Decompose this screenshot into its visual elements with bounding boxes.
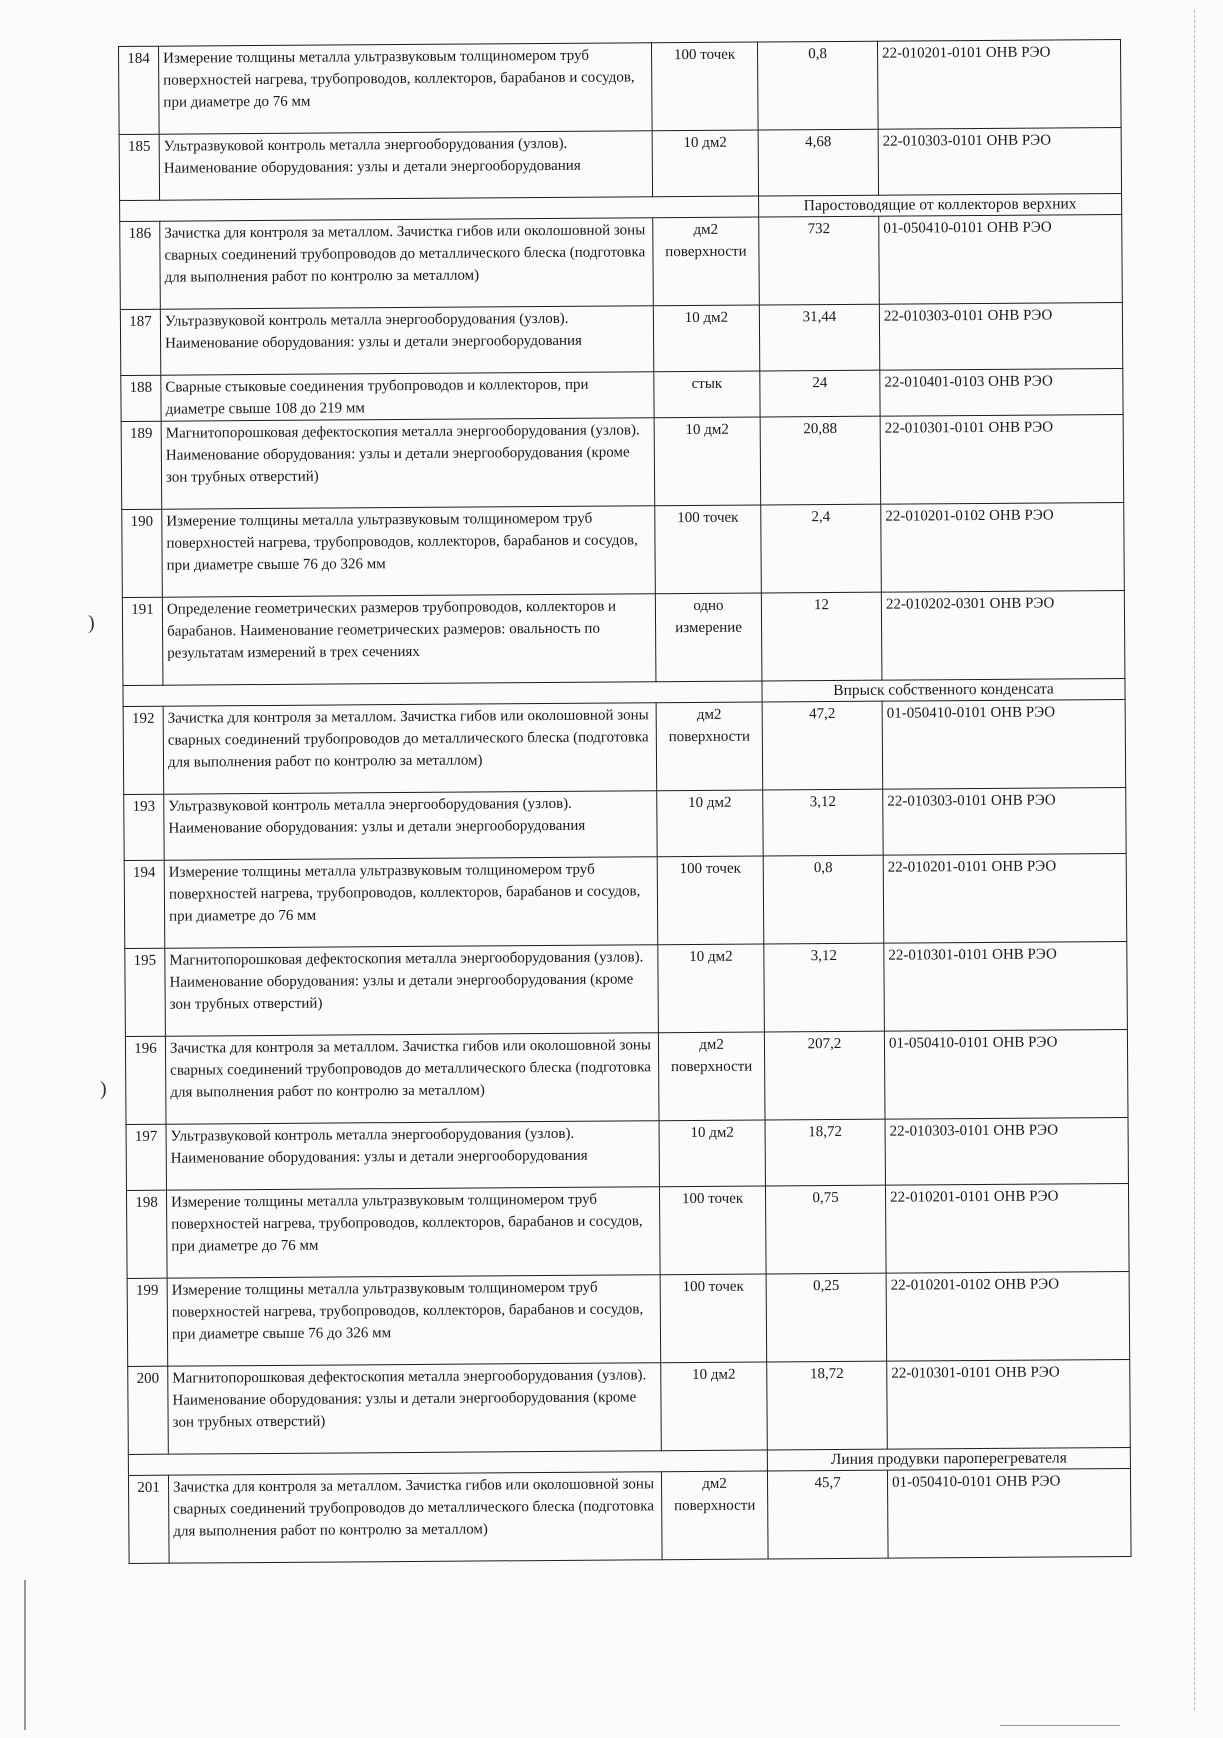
row-number: 200 [128, 1366, 169, 1454]
row-number: 193 [124, 794, 164, 860]
norm-code: 22-010303-0101 ОНВ РЭО [879, 302, 1122, 370]
table-row [122, 502, 1125, 597]
work-description: Зачистка для контроля за металлом. Зачистка гибов или околошовной зоны сварных соединений трубопроводов до металлического блеска (подготовка для выполнения работ по контролю за металлом) [168, 1472, 662, 1563]
row-number: 185 [119, 134, 159, 200]
quantity: 0,75 [765, 1185, 886, 1274]
section-title: Паростоводящие от коллекторов верхних [759, 193, 1122, 217]
scan-artifact: ) [88, 612, 95, 634]
norm-code: 22-010301-0101 ОНВ РЭО [884, 941, 1128, 1031]
table-row [119, 127, 1121, 200]
row-number: 191 [122, 597, 163, 685]
row-number: 190 [122, 509, 163, 597]
table-row [128, 1359, 1131, 1454]
work-description: Определение геометрических размеров трубопроводов, коллекторов и барабанов. Наименование геометрических размеров: овальность по результатам измерений в трех сечениях [162, 594, 656, 685]
work-description: Магнитопорошковая дефектоскопия металла энергооборудования (узлов). Наименование оборудования: узлы и детали энергооборудования (кроме зон трубных отверстий) [168, 1363, 662, 1454]
unit-of-measure: дм2 поверхности [658, 1032, 765, 1121]
quantity: 12 [761, 592, 882, 681]
unit-of-measure: 100 точек [657, 856, 764, 945]
norm-code: 22-010303-0101 ОНВ РЭО [885, 1117, 1128, 1185]
table-row [126, 1117, 1128, 1190]
work-description: Зачистка для контроля за металлом. Зачистка гибов или околошовной зоны сварных соединений трубопроводов до металлического блеска (подготовка для выполнения работ по контролю за металлом) [163, 703, 657, 794]
unit-of-measure: 100 точек [651, 42, 758, 131]
work-description: Измерение толщины металла ультразвуковым толщиномером труб поверхностей нагрева, трубопроводов, коллекторов, барабанов и сосудов, при диаметре до 76 мм [164, 857, 658, 948]
unit-of-measure: 10 дм2 [659, 1120, 765, 1187]
unit-of-measure: 10 дм2 [654, 417, 761, 506]
quantity: 732 [759, 216, 880, 305]
unit-of-measure: дм2 поверхности [656, 702, 763, 791]
table-row [127, 1271, 1130, 1366]
table-row [125, 1029, 1128, 1124]
unit-of-measure: 100 точек [660, 1274, 767, 1363]
quantity: 0,8 [757, 41, 878, 130]
table-row [125, 941, 1128, 1036]
quantity: 207,2 [764, 1031, 885, 1120]
row-number: 201 [128, 1475, 169, 1563]
work-description: Сварные стыковые соединения трубопроводов и коллекторов, при диаметре свыше 108 до 219 мм [161, 372, 654, 421]
unit-of-measure: дм2 поверхности [653, 217, 760, 306]
work-description: Измерение толщины металла ультразвуковым толщиномером труб поверхностей нагрева, трубопроводов, коллекторов, барабанов и сосудов, при диаметре свыше 76 до 326 мм [167, 1275, 661, 1366]
work-description: Зачистка для контроля за металлом. Зачистка гибов или околошовной зоны сварных соединений трубопроводов до металлического блеска (подготовка для выполнения работ по контролю за металлом) [165, 1033, 659, 1124]
estimate-table [118, 39, 1132, 1564]
table-row [122, 590, 1125, 685]
unit-of-measure: стык [654, 371, 760, 418]
norm-code: 22-010401-0103 ОНВ РЭО [880, 368, 1123, 416]
table-row [121, 368, 1123, 421]
norm-code: 22-010201-0101 ОНВ РЭО [877, 40, 1121, 130]
table-row [121, 414, 1124, 509]
quantity: 0,25 [766, 1273, 887, 1362]
unit-of-measure: одно измерение [655, 593, 762, 682]
work-description: Зачистка для контроля за металлом. Зачистка гибов или околошовной зоны сварных соединений трубопроводов до металлического блеска (подготовка для выполнения работ по контролю за металлом) [160, 218, 654, 309]
row-number: 199 [127, 1278, 168, 1366]
scan-artifact: ) [100, 1078, 107, 1100]
unit-of-measure: 100 точек [659, 1186, 766, 1275]
norm-code: 22-010202-0301 ОНВ РЭО [881, 590, 1125, 680]
table-row [120, 302, 1122, 375]
document-page [118, 39, 1131, 1564]
row-number: 192 [123, 706, 164, 794]
row-number: 197 [126, 1124, 166, 1190]
quantity: 18,72 [765, 1119, 885, 1186]
table-row [124, 787, 1126, 860]
norm-code: 22-010303-0101 ОНВ РЭО [878, 127, 1121, 195]
norm-code: 22-010301-0101 ОНВ РЭО [887, 1359, 1131, 1449]
work-description: Ультразвуковой контроль металла энергооборудования (узлов). Наименование оборудования: узлы и детали энергооборудования [164, 791, 657, 860]
scan-artifact [24, 1580, 26, 1730]
work-description: Измерение толщины металла ультразвуковым толщиномером труб поверхностей нагрева, трубопроводов, коллекторов, барабанов и сосудов, при диаметре до 76 мм [159, 43, 653, 134]
norm-code: 22-010301-0101 ОНВ РЭО [880, 414, 1124, 504]
norm-code: 01-050410-0101 ОНВ РЭО [887, 1468, 1131, 1558]
quantity: 0,8 [763, 855, 884, 944]
quantity: 2,4 [761, 504, 882, 593]
unit-of-measure: 10 дм2 [653, 305, 759, 372]
unit-of-measure: 10 дм2 [652, 130, 758, 197]
table-row [119, 40, 1122, 135]
norm-code: 01-050410-0101 ОНВ РЭО [882, 699, 1126, 789]
work-description: Ультразвуковой контроль металла энергооборудования (узлов). Наименование оборудования: узлы и детали энергооборудования [166, 1121, 659, 1190]
norm-code: 22-010201-0102 ОНВ РЭО [886, 1271, 1130, 1361]
work-description: Измерение толщины металла ультразвуковым толщиномером труб поверхностей нагрева, трубопроводов, коллекторов, барабанов и сосудов, при диаметре свыше 76 до 326 мм [162, 506, 656, 597]
unit-of-measure: дм2 поверхности [661, 1471, 768, 1560]
work-description: Магнитопорошковая дефектоскопия металла энергооборудования (узлов). Наименование оборудования: узлы и детали энергооборудования (кроме зон трубных отверстий) [165, 945, 659, 1036]
unit-of-measure: 10 дм2 [658, 944, 765, 1033]
table-row [126, 1183, 1129, 1278]
row-number: 196 [125, 1036, 166, 1124]
scan-edge-artifact [1194, 10, 1215, 1710]
table-body [119, 40, 1132, 1564]
quantity: 18,72 [767, 1361, 888, 1450]
quantity: 24 [760, 370, 880, 417]
section-title: Впрыск собственного конденсата [762, 678, 1125, 702]
quantity: 45,7 [767, 1470, 888, 1559]
quantity: 4,68 [758, 129, 878, 196]
row-number: 184 [119, 46, 160, 134]
quantity: 3,12 [764, 943, 885, 1032]
table-row [120, 214, 1123, 309]
norm-code: 22-010201-0101 ОНВ РЭО [885, 1183, 1129, 1273]
work-description: Магнитопорошковая дефектоскопия металла энергооборудования (узлов). Наименование оборудования: узлы и детали энергооборудования (кроме зон трубных отверстий) [161, 418, 655, 509]
row-number: 188 [121, 375, 161, 421]
quantity: 3,12 [763, 789, 883, 856]
quantity: 31,44 [759, 304, 879, 371]
norm-code: 01-050410-0101 ОНВ РЭО [879, 214, 1123, 304]
table-row [124, 853, 1127, 948]
row-number: 198 [126, 1190, 167, 1278]
section-title: Линия продувки пароперегревателя [767, 1447, 1130, 1471]
unit-of-measure: 10 дм2 [661, 1362, 768, 1451]
work-description: Измерение толщины металла ультразвуковым толщиномером труб поверхностей нагрева, трубопроводов, коллекторов, барабанов и сосудов, при диаметре до 76 мм [166, 1187, 660, 1278]
work-description: Ультразвуковой контроль металла энергооборудования (узлов). Наименование оборудования: узлы и детали энергооборудования [159, 131, 652, 200]
row-number: 194 [124, 860, 165, 948]
table-row [128, 1468, 1131, 1563]
norm-code: 22-010201-0101 ОНВ РЭО [883, 853, 1127, 943]
quantity: 20,88 [760, 416, 881, 505]
row-number: 195 [125, 948, 166, 1036]
quantity: 47,2 [762, 701, 883, 790]
row-number: 187 [120, 309, 160, 375]
norm-code: 22-010303-0101 ОНВ РЭО [883, 787, 1126, 855]
unit-of-measure: 10 дм2 [657, 790, 763, 857]
norm-code: 22-010201-0102 ОНВ РЭО [881, 502, 1125, 592]
row-number: 189 [121, 421, 162, 509]
work-description: Ультразвуковой контроль металла энергооборудования (узлов). Наименование оборудования: узлы и детали энергооборудования [160, 306, 653, 375]
table-row [123, 699, 1126, 794]
unit-of-measure: 100 точек [655, 505, 762, 594]
scan-artifact [1000, 1725, 1120, 1726]
norm-code: 01-050410-0101 ОНВ РЭО [884, 1029, 1128, 1119]
row-number: 186 [120, 221, 161, 309]
